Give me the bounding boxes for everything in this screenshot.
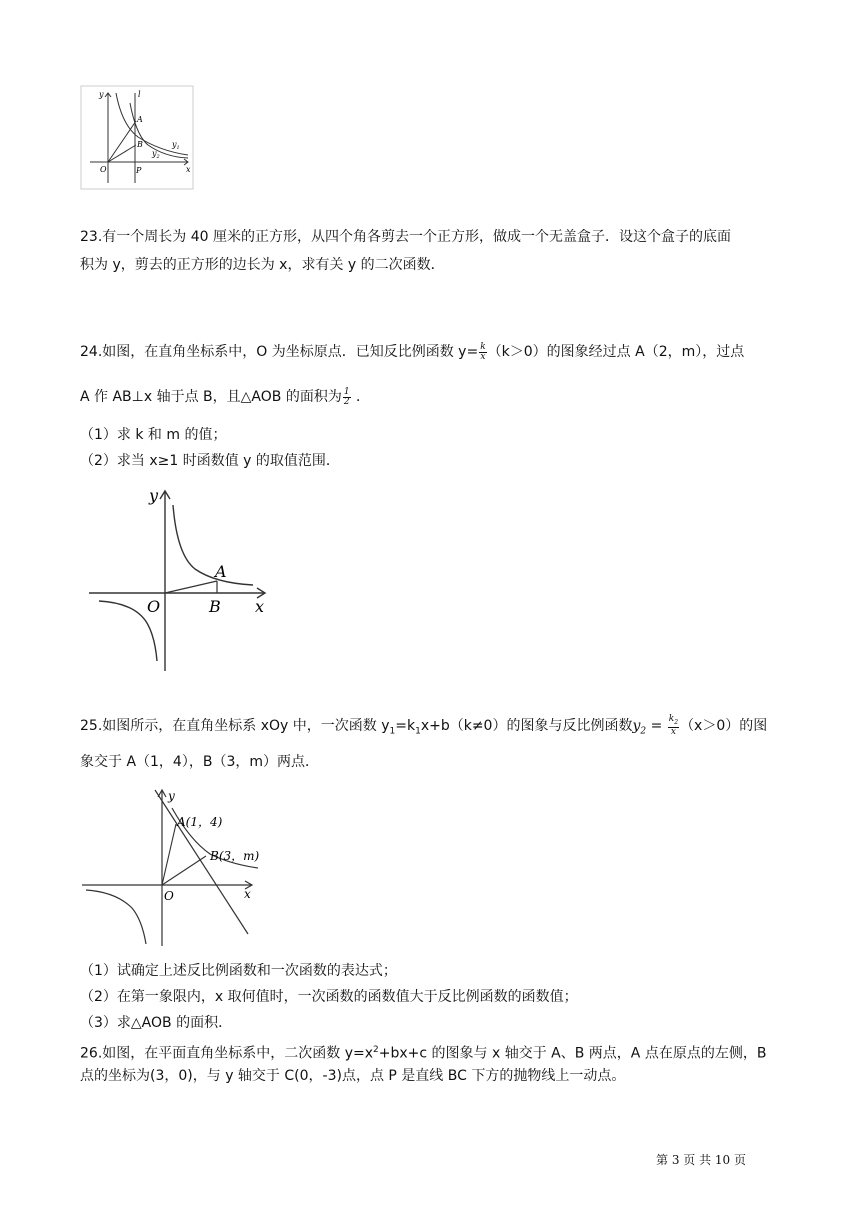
q25-figure <box>80 784 270 950</box>
hyperbola-figure-top <box>80 85 195 191</box>
label-B: B <box>137 140 143 149</box>
label-P: P <box>136 166 142 175</box>
label-A: A <box>137 115 143 124</box>
label-O: O <box>100 165 107 174</box>
fig24-label-x: x <box>255 597 265 616</box>
fig25-label-y: y <box>168 789 175 803</box>
label-y2: $y_2$ <box>152 149 160 160</box>
q24-fraction-k-over-x: $\frac{k}{x}$ <box>480 341 486 362</box>
q24-line2-a: A 作 AB⊥x 轴于点 B，且△AOB 的面积为 <box>80 389 342 405</box>
fig24-label-O: O <box>147 597 161 616</box>
q23-line2: 积为 y，剪去的正方形的边长为 x，求有关 y 的二次函数． <box>80 257 445 273</box>
fig25-label-x: x <box>244 887 251 901</box>
q24-fraction-half: $\frac{1}{2}$ <box>343 386 350 407</box>
fig25-label-O: O <box>164 889 174 903</box>
q24-part1: （1）求 k 和 m 的值； <box>80 427 227 443</box>
fig25-label-B: B(3，m) <box>210 849 260 863</box>
q24-line1-a: 24.如图，在直角坐标系中，O 为坐标原点．已知反比例函数 y= <box>80 344 479 360</box>
q24-line2-b: ． <box>351 389 371 405</box>
q25-line1: 25.如图所示，在直角坐标系 xOy 中，一次函数 $y_1=k_1x+b(k\ne 0)$的图象与反比例函数$y_2$ = $\frac{k_2}{x}$ （x＞0）的图 <box>80 714 768 737</box>
q25-part2: （2）在第一象限内，x 取何值时，一次函数的函数值大于反比例函数的函数值； <box>80 989 578 1005</box>
fig25-label-A: A(1，4) <box>177 815 223 829</box>
fig24-label-y: y <box>149 486 159 505</box>
q25-line2: 象交于 A（1，4），B（3，m）两点． <box>80 754 319 770</box>
q24-part2: （2）求当 x≥1 时函数值 y 的取值范围． <box>80 453 340 469</box>
q24-line1 <box>80 342 744 362</box>
q26-line1: 26.如图，在平面直角坐标系中，二次函数 $y=x^2+bx+c$ 的图象与 x 轴交于 A、B 两点，A 点在原点的左侧，B <box>80 1045 767 1062</box>
q25-part3: （3）求△AOB 的面积． <box>80 1015 233 1031</box>
label-y1: $y_1$ <box>172 140 180 151</box>
q25-fraction-k2-over-x: $\frac{k_2}{x}$ <box>668 714 679 737</box>
label-l: l <box>138 90 141 99</box>
q23-line1: 23.有一个周长为 40 厘米的正方形，从四个角各剪去一个正方形，做成一个无盖盒子．设这个盒子的底面 <box>80 229 731 245</box>
label-x: x <box>186 165 191 174</box>
label-y: y <box>99 90 104 99</box>
page-footer: 第 3 页 共 10 页 <box>656 1153 746 1167</box>
fig24-label-B: B <box>209 597 221 616</box>
q24-figure <box>85 485 275 675</box>
q25-part1: （1）试确定上述反比例函数和一次函数的表达式； <box>80 963 397 979</box>
q24-line1-b: （k＞0）的图象经过点 A（2，m），过点 <box>487 344 745 360</box>
q24-line2 <box>80 387 370 407</box>
q26-line2: 点的坐标为(3，0)，与 y 轴交于 C(0，-3)点，点 P 是直线 BC 下方的抛物线上一动点。 <box>80 1068 626 1084</box>
fig24-label-A: A <box>215 562 227 581</box>
